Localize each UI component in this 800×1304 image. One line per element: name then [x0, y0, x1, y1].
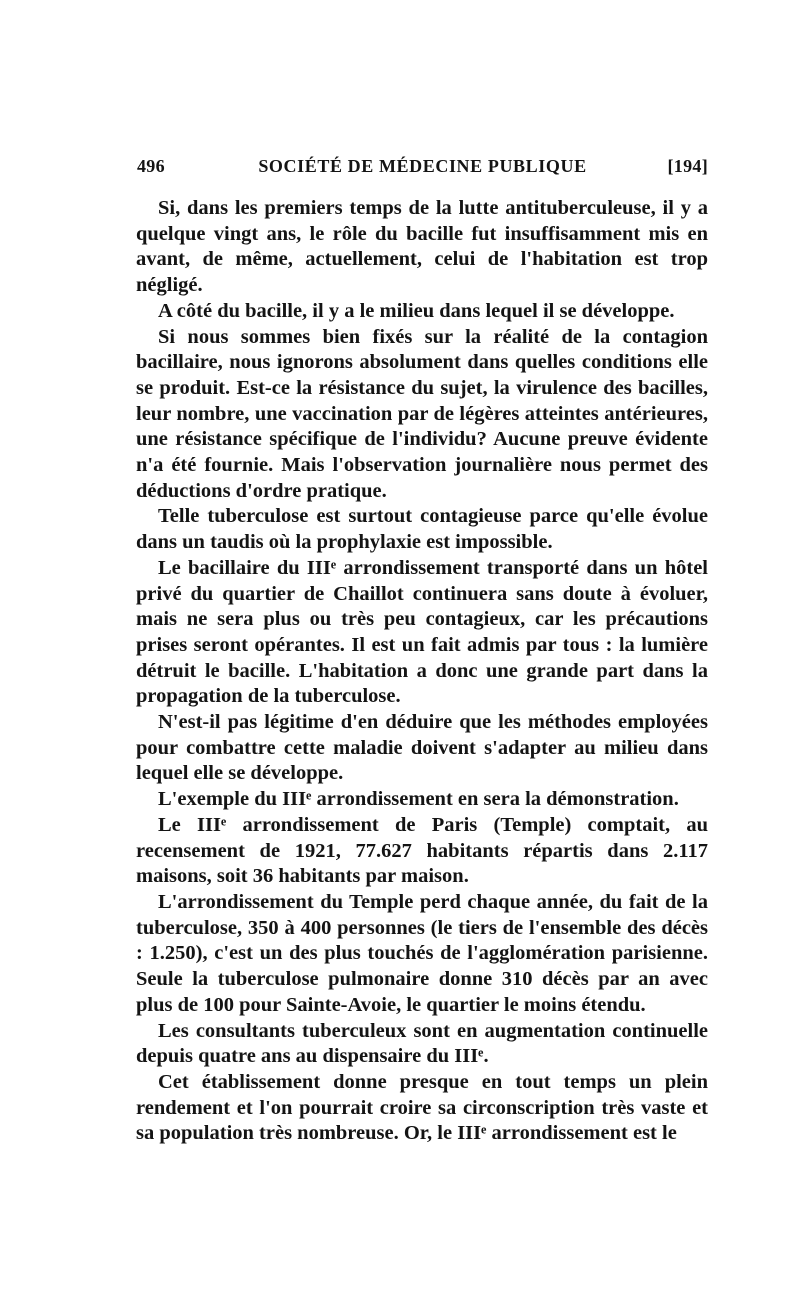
paragraph: A côté du bacille, il y a le milieu dans lequel il se développe. [158, 299, 675, 322]
sheet-number: [194] [667, 156, 708, 176]
body-text [136, 196, 708, 1147]
paragraph: Cet établissement donne presque en tout temps un plein rendement et l'on pourrait croire sa circonscription très vaste et sa population très nombreuse. Or, le IIIᵉ arrondissement est le [136, 1070, 708, 1145]
paragraph: Si nous sommes bien fixés sur la réalité de la contagion bacillaire, nous ignorons absolument dans quelles conditions elle se produit. Est-ce la résistance du sujet, la virulence des bacilles, leur nombre, une vaccination par de légères atteintes antérieures, une résistance spécifique de l'individu? Aucune preuve évidente n'a été fournie. Mais l'observation journalière nous permet des déductions d'ordre pratique. [136, 325, 708, 502]
paragraph: Les consultants tuberculeux sont en augmentation continuelle depuis quatre ans au dispensaire du IIIᵉ. [136, 1019, 708, 1068]
paragraph: Si, dans les premiers temps de la lutte antituberculeuse, il y a quelque vingt ans, le rôle du bacille fut insuffisamment mis en avant, de même, actuellement, celui de l'habitation est trop négligé. [136, 197, 708, 297]
page-number: 496 [137, 156, 165, 176]
running-header [137, 156, 708, 180]
paragraph: N'est-il pas légitime d'en déduire que les méthodes employées pour combattre cette maladie doivent s'adapter au milieu dans lequel elle se développe. [136, 711, 708, 785]
paragraph: Telle tuberculose est surtout contagieuse parce qu'elle évolue dans un taudis où la prophylaxie est impossible. [136, 505, 708, 554]
journal-title: SOCIÉTÉ DE MÉDECINE PUBLIQUE [258, 156, 587, 176]
paragraph: L'exemple du IIIᵉ arrondissement en sera la démonstration. [158, 788, 679, 811]
paragraph: Le bacillaire du IIIᵉ arrondissement transporté dans un hôtel privé du quartier de Chaillot continuera sans doute à évoluer, mais ne sera plus ou très peu contagieux, car les précautions prises seront opérantes. Il est un fait admis par tous : la lumière détruit le bacille. L'habitation a donc une grande part dans la propagation de la tuberculose. [136, 556, 708, 708]
paragraph: L'arrondissement du Temple perd chaque année, du fait de la tuberculose, 350 à 400 personnes (le tiers de l'ensemble des décès : 1.250), c'est un des plus touchés de l'agglomération parisienne. Seule la tuberculose pulmonaire donne 310 décès par an avec plus de 100 pour Sainte-Avoie, le quartier le moins étendu. [136, 890, 708, 1016]
paragraph: Le IIIᵉ arrondissement de Paris (Temple) comptait, au recensement de 1921, 77.627 habitants répartis dans 2.117 maisons, soit 36 habitants par maison. [136, 813, 708, 888]
